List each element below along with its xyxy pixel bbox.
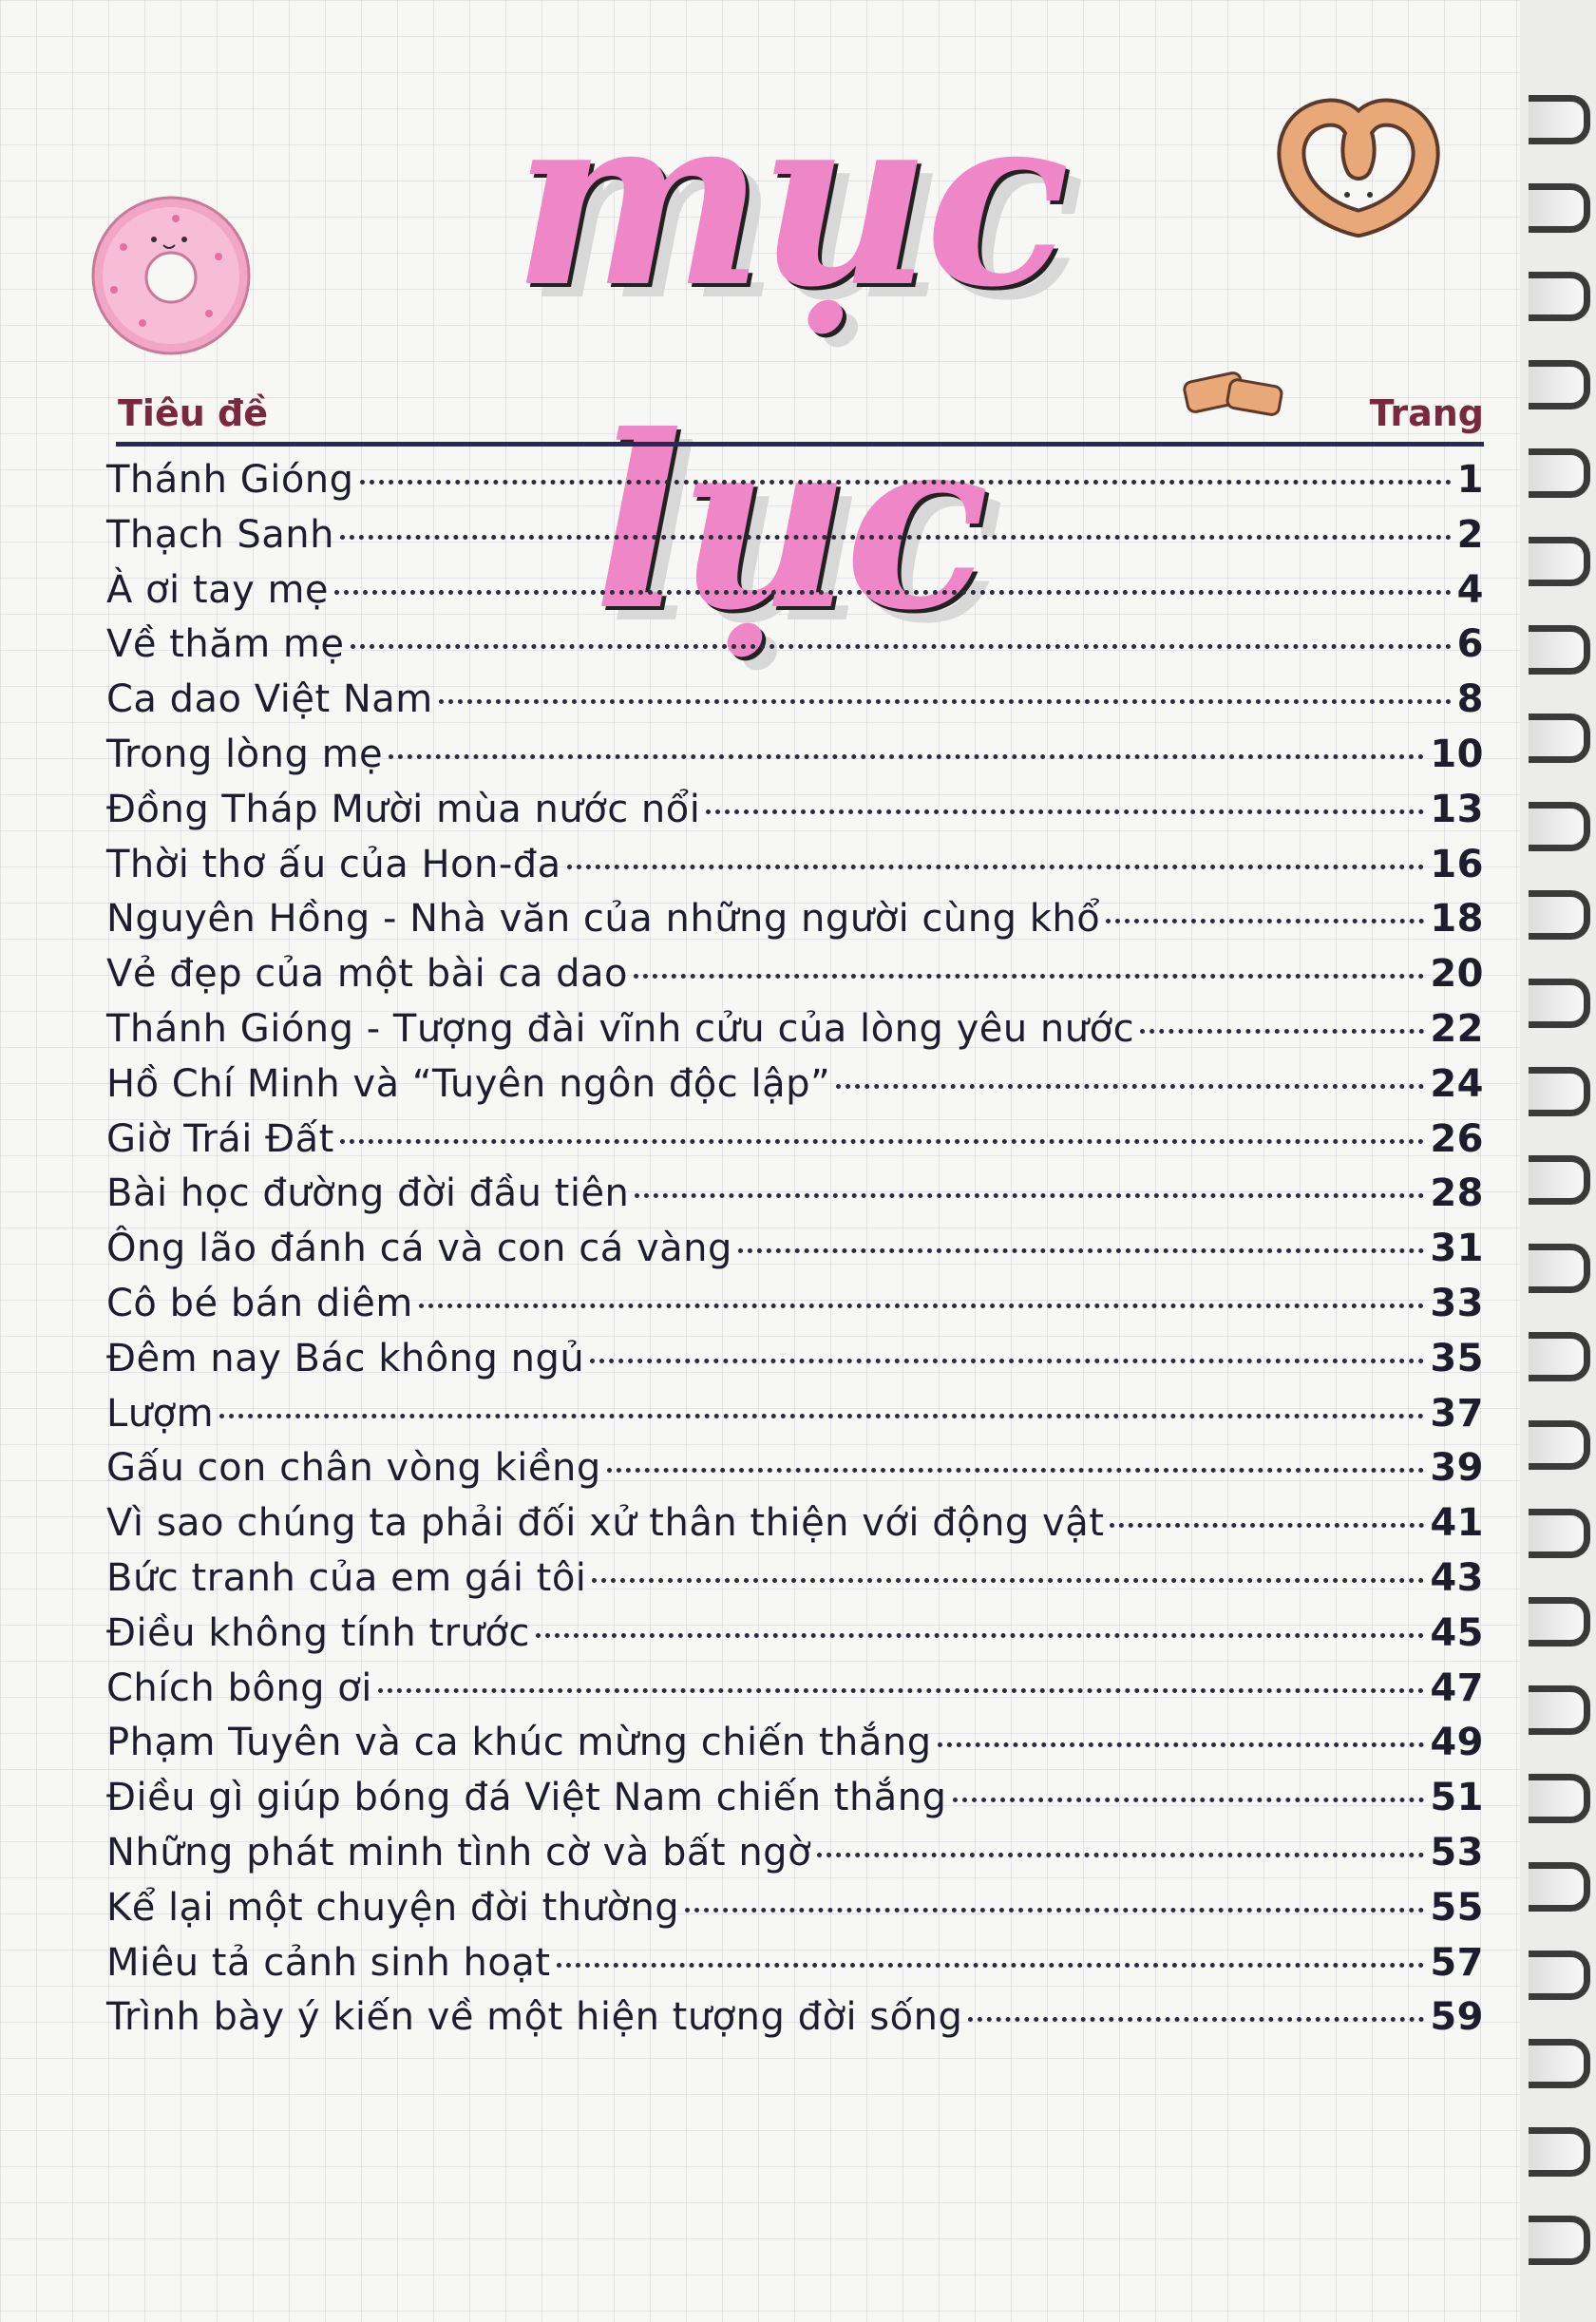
dot-leader (607, 1468, 1425, 1473)
toc-entry-title: Vì sao chúng ta phải đối xử thân thiện với động vật (106, 1501, 1105, 1546)
toc-entry-page: 43 (1430, 1555, 1484, 1600)
toc-entry-title: Bài học đường đời đầu tiên (106, 1171, 630, 1216)
toc-entry (106, 1776, 1484, 1831)
binding-ring (1529, 537, 1590, 586)
toc-entry-page: 45 (1430, 1610, 1484, 1655)
toc-entry (106, 1062, 1484, 1117)
binding-ring (1529, 2127, 1590, 2177)
toc-entry-title: Điều không tính trước (106, 1610, 530, 1655)
toc-entry-page: 49 (1430, 1721, 1484, 1765)
dot-leader (634, 974, 1424, 979)
dot-leader (635, 1193, 1424, 1198)
toc-entry-page: 1 (1456, 458, 1484, 502)
toc-entry (106, 843, 1484, 898)
toc-entry-page: 31 (1430, 1227, 1484, 1271)
binding-ring (1529, 714, 1590, 763)
toc-entry (106, 733, 1484, 788)
toc-entry-title: Giờ Trái Đất (106, 1116, 334, 1161)
dot-leader (953, 1798, 1425, 1802)
toc-entry-page: 37 (1430, 1391, 1484, 1436)
toc-entry (106, 897, 1484, 952)
toc-entry-page: 16 (1430, 842, 1484, 886)
toc-entry-page: 6 (1456, 622, 1484, 667)
toc-entry-title: Phạm Tuyên và ca khúc mừng chiến thắng (106, 1721, 932, 1765)
dot-leader (938, 1742, 1425, 1747)
toc-entry-title: Về thăm mẹ (106, 622, 345, 667)
toc-entry-page: 24 (1430, 1061, 1484, 1106)
toc-entry-page: 51 (1430, 1776, 1484, 1820)
toc-entry-page: 2 (1456, 512, 1484, 557)
binding-ring (1529, 2216, 1590, 2265)
toc-entry-page: 10 (1430, 732, 1484, 776)
toc-entry-title: Đồng Tháp Mười mùa nước nổi (106, 787, 701, 831)
column-page-label: Trang (1369, 392, 1484, 434)
binding-ring (1529, 1509, 1590, 1558)
toc-entry (106, 1392, 1484, 1447)
binding-ring (1529, 625, 1590, 675)
toc-entry (106, 568, 1484, 623)
toc-entry (106, 622, 1484, 677)
toc-entry-title: Kể lại một chuyện đời thường (106, 1885, 680, 1930)
toc-entry-title: Miêu tả cảnh sinh hoạt (106, 1940, 551, 1985)
toc-entry-title: Cô bé bán diêm (106, 1281, 413, 1325)
toc-entry (106, 458, 1484, 513)
toc-entry-page: 26 (1430, 1116, 1484, 1161)
dot-leader (817, 1853, 1424, 1857)
binding-ring (1529, 1774, 1590, 1823)
toc-entry-title: Hồ Chí Minh và “Tuyên ngôn độc lập” (106, 1061, 831, 1106)
binding-ring (1529, 95, 1590, 144)
binding-ring (1529, 979, 1590, 1028)
toc-entry (106, 1666, 1484, 1722)
dot-leader (340, 1139, 1425, 1144)
toc-entry-page: 22 (1430, 1006, 1484, 1051)
dot-leader (592, 1578, 1424, 1583)
toc-entry (106, 1941, 1484, 1996)
toc-entry-page: 18 (1430, 897, 1484, 942)
binding-ring (1529, 890, 1590, 940)
pretzel-icon (1264, 90, 1454, 242)
toc-entry-title: Ông lão đánh cá và con cá vàng (106, 1227, 732, 1271)
toc-entry (106, 1117, 1484, 1172)
toc-entry-page: 8 (1456, 677, 1484, 722)
binding-ring (1529, 1685, 1590, 1735)
dot-leader (1140, 1029, 1424, 1034)
binding-ring (1529, 1155, 1590, 1205)
toc-entry (106, 1227, 1484, 1282)
toc-entry-title: Điều gì giúp bóng đá Việt Nam chiến thắng (106, 1776, 947, 1820)
toc-entry-title: À ơi tay mẹ (106, 567, 330, 612)
toc-entry-page: 33 (1430, 1281, 1484, 1325)
binding-ring (1529, 1597, 1590, 1646)
binding-ring (1529, 1420, 1590, 1470)
toc-entry (106, 1611, 1484, 1666)
dot-leader (706, 809, 1424, 814)
dot-leader (685, 1908, 1424, 1913)
toc-entry-page: 47 (1430, 1665, 1484, 1710)
toc-entry (106, 1831, 1484, 1886)
toc-entry-page: 57 (1430, 1940, 1484, 1985)
binding-ring (1529, 183, 1590, 233)
toc-entry-title: Vẻ đẹp của một bài ca dao (106, 952, 629, 997)
binding-ring (1529, 1332, 1590, 1381)
dot-leader (836, 1084, 1424, 1089)
toc-entry-page: 53 (1430, 1830, 1484, 1875)
toc-entry (106, 1556, 1484, 1611)
spiral-binding (1520, 0, 1596, 2322)
toc-entry-title: Lượm (106, 1391, 215, 1436)
dot-leader (340, 535, 1452, 540)
toc-entry-title: Thạch Sanh (106, 512, 334, 557)
toc-entry (106, 1886, 1484, 1941)
toc-entry-title: Thời thơ ấu của Hon-đa (106, 842, 561, 886)
toc-entry (106, 1007, 1484, 1062)
column-title-label: Tiêu đề (118, 392, 268, 434)
toc-entry-page: 28 (1430, 1171, 1484, 1216)
toc-entry (106, 1171, 1484, 1227)
toc-entry-title: Thánh Gióng - Tượng đài vĩnh cửu của lòng yêu nước (106, 1006, 1135, 1051)
toc-entry (106, 788, 1484, 843)
toc-entry-page: 35 (1430, 1336, 1484, 1380)
dot-leader (334, 590, 1452, 595)
toc-entry-title: Nguyên Hồng - Nhà văn của những người cùng khổ (106, 897, 1101, 942)
dot-leader (378, 1688, 1424, 1693)
binding-ring (1529, 2039, 1590, 2088)
toc-entry-title: Những phát minh tình cờ và bất ngờ (106, 1830, 812, 1875)
dot-leader (738, 1248, 1424, 1253)
toc-entry (106, 677, 1484, 733)
dot-leader (590, 1359, 1424, 1363)
dot-leader (389, 754, 1424, 759)
dot-leader (439, 699, 1452, 704)
binding-ring (1529, 1862, 1590, 1912)
toc-entry-page: 4 (1456, 567, 1484, 612)
toc-entry-page: 39 (1430, 1446, 1484, 1491)
toc-entry-title: Gấu con chân vòng kiềng (106, 1446, 601, 1491)
dot-leader (536, 1633, 1424, 1638)
dot-leader (351, 644, 1452, 649)
binding-ring (1529, 1067, 1590, 1116)
page-title: mục lục (512, 60, 1065, 662)
dot-leader (567, 865, 1425, 869)
toc-entry (106, 1721, 1484, 1776)
toc-entry-page: 59 (1430, 1995, 1484, 2040)
binding-ring (1529, 1951, 1590, 2000)
toc-entry-title: Chích bông ơi (106, 1665, 372, 1710)
binding-ring (1529, 272, 1590, 321)
dot-leader (968, 2017, 1424, 2022)
dot-leader (219, 1414, 1424, 1418)
toc-entry (106, 952, 1484, 1007)
binding-ring (1529, 448, 1590, 498)
dot-leader (1106, 919, 1424, 923)
toc-entry-page: 55 (1430, 1885, 1484, 1930)
toc-entry-title: Thánh Gióng (106, 458, 354, 502)
toc-entry (106, 1282, 1484, 1337)
toc-entry-title: Trình bày ý kiến về một hiện tượng đời sống (106, 1995, 963, 2040)
toc-entry-title: Đêm nay Bác không ngủ (106, 1336, 585, 1380)
toc-entry-page: 41 (1430, 1501, 1484, 1546)
toc-header (116, 385, 1484, 447)
toc-entry (106, 1446, 1484, 1501)
toc-entry-title: Trong lòng mẹ (106, 732, 384, 776)
toc-entry (106, 1337, 1484, 1392)
binding-ring (1529, 1244, 1590, 1293)
toc-entry (106, 513, 1484, 568)
dot-leader (1110, 1523, 1424, 1528)
binding-ring (1529, 360, 1590, 409)
dot-leader (419, 1304, 1424, 1308)
dot-leader (557, 1963, 1425, 1968)
donut-icon (86, 190, 256, 361)
toc-entry-page: 20 (1430, 952, 1484, 997)
toc-entry (106, 1995, 1484, 2050)
toc-entry (106, 1501, 1484, 1556)
binding-ring (1529, 802, 1590, 851)
dot-leader (360, 480, 1452, 485)
toc-entry-title: Ca dao Việt Nam (106, 677, 433, 722)
table-of-contents (106, 458, 1484, 2050)
toc-entry-title: Bức tranh của em gái tôi (106, 1555, 587, 1600)
toc-entry-page: 13 (1430, 787, 1484, 831)
